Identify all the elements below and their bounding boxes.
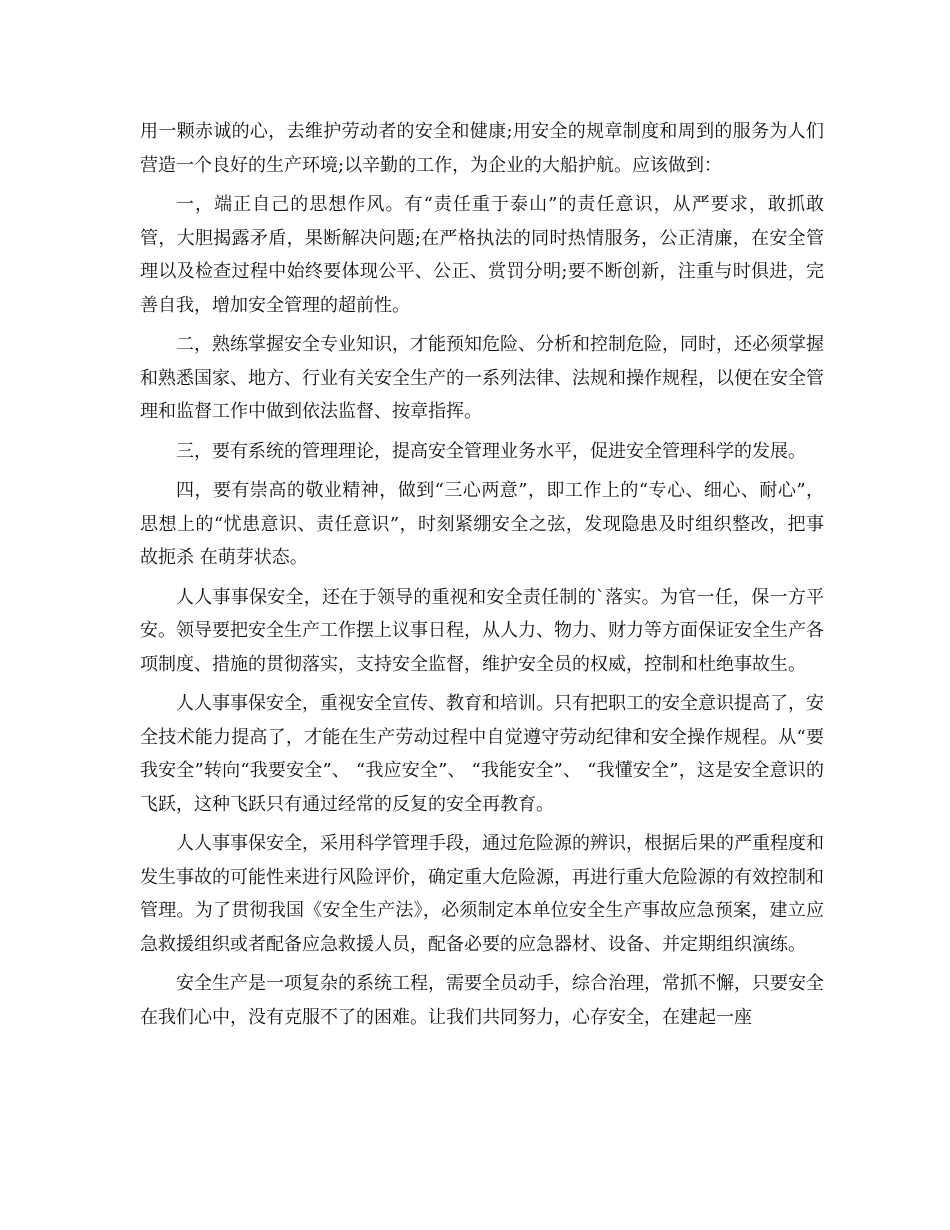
paragraph-8: 人人事事保安全，采用科学管理手段，通过危险源的辨识，根据后果的严重程度和发生事故的可能性来进行风险评价，确定重大危险源，再进行重大危险源的有效控制和管理。为了贯彻我国《安全生产法》，必须制定本单位安全生产事故应急预案，建立应急救援组织或者配备应急救援人员，配备必要的应急器材、设备、并定期组织演练。 — [140, 833, 824, 955]
paragraph-4: 三，要有系统的管理理论，提高安全管理业务水平，促进安全管理科学的发展。 — [176, 440, 806, 462]
paragraph-2: 一，端正自己的思想作风。有“责任重于泰山”的责任意识，从严要求，敢抓敢管，大胆揭露矛盾，果断解决问题;在严格执法的同时热情服务，公正清廉，在安全管理以及检查过程中始终要体现公平、公正、赏罚分明;要不断创新，注重与时俱进，完善自我，增加安全管理的超前性。 — [140, 194, 824, 316]
paragraph-5: 四，要有崇高的敬业精神，做到“三心两意”，即工作上的“专心、细心、耐心”，思想上的“忧患意识、责任意识”，时刻紧绷安全之弦，发现隐患及时组织整改，把事故扼杀 在萌芽状态。 — [140, 480, 824, 568]
document-page — [140, 115, 824, 1040]
paragraph-9: 安全生产是一项复杂的系统工程，需要全员动手，综合治理，常抓不懈，只要安全在我们心中，没有克服不了的困难。让我们共同努力，心存安全，在建起一座 — [140, 973, 824, 1028]
paragraph-3: 二，熟练掌握安全专业知识，才能预知危险、分析和控制危险，同时，还必须掌握和熟悉国家、地方、行业有关安全生产的一系列法律、法规和操作规程，以便在安全管理和监督工作中做到依法监督、按章指挥。 — [140, 334, 824, 422]
paragraph-1: 用一颗赤诚的心，去维护劳动者的安全和健康;用安全的规章制度和周到的服务为人们营造一个良好的生产环境;以辛勤的工作，为企业的大船护航。应该做到： — [140, 121, 824, 176]
paragraph-6: 人人事事保安全，还在于领导的重视和安全责任制的`落实。为官一任，保一方平安。领导要把安全生产工作摆上议事日程，从人力、物力、财力等方面保证安全生产各项制度、措施的贯彻落实，支持安全监督，维护安全员的权威，控制和杜绝事故生。 — [140, 586, 824, 675]
paragraph-7: 人人事事保安全，重视安全宣传、教育和培训。只有把职工的安全意识提高了，安全技术能力提高了，才能在生产劳动过程中自觉遵守劳动纪律和安全操作规程。从“要我安全”转向“我要安全”、 “我应安全”、 “我能安全”、 “我懂安全”，这是安全意识的飞跃，这种飞跃只有通过经常的反复的安全再教育。 — [140, 693, 824, 815]
